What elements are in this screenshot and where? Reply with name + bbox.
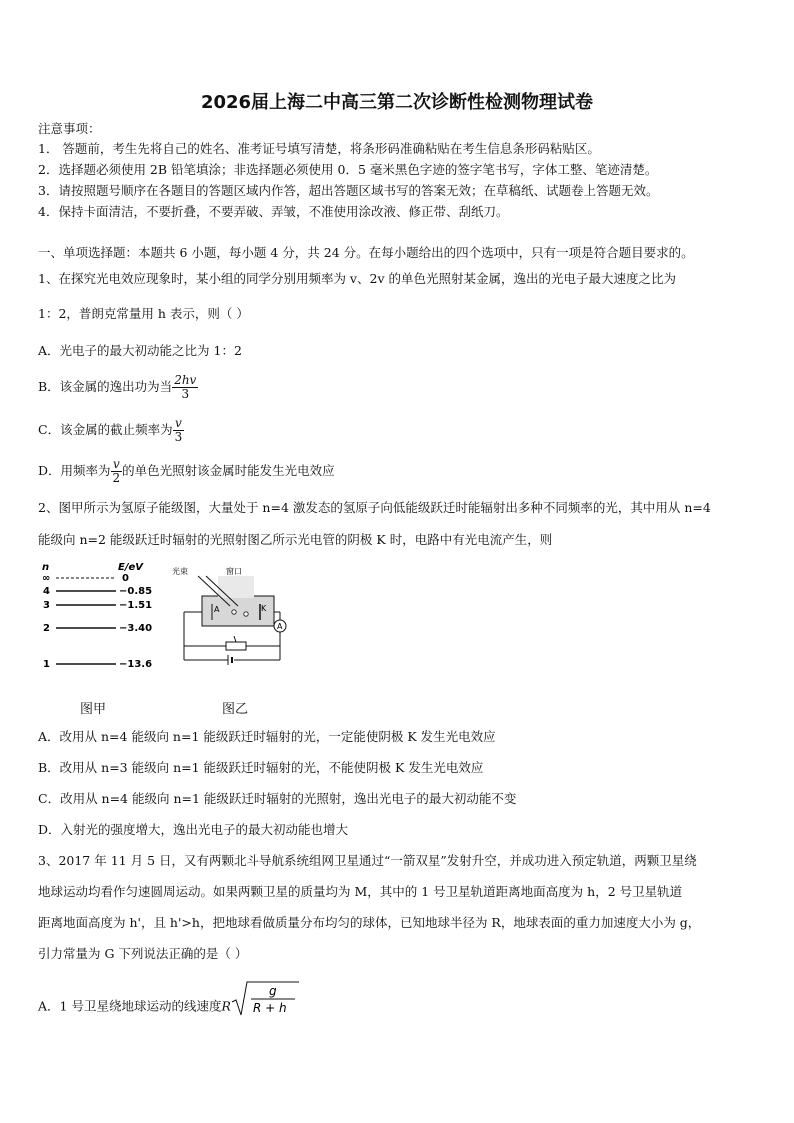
q1-option-c-text: C．该金属的截止频率为: [38, 422, 173, 437]
level-e-3: −1.51: [119, 600, 153, 611]
light-beam: [218, 576, 254, 598]
q1-option-b-numerator: 2hv: [174, 373, 197, 387]
energy-n-label: n: [42, 562, 50, 573]
q1-option-d-denominator: 2: [112, 471, 121, 485]
notice-item: 1． 答题前，考生先将自己的姓名、准考证号填写清楚，将条形码准确粘贴在考生信息条形码粘贴区。: [38, 141, 600, 156]
energy-level-diagram: [40, 560, 165, 680]
notice-item: 4．保持卡面清洁，不要折叠，不要弄破、弄皱，不准使用涂改液、修正带、刮纸刀。: [38, 204, 509, 219]
q1-option-d-fraction: [111, 458, 123, 485]
q2-stem-line2: 能级向 n=2 能级跃迁时辐射的光照射图乙所示光电管的阴极 K 时，电路中有光电流产生，则: [38, 532, 553, 547]
q2-option-b: B．改用从 n=3 能级向 n=1 能级跃迁时辐射的光，不能使阴极 K 发生光电效应: [38, 760, 484, 775]
q1-option-b: [38, 370, 198, 404]
sqrt-symbol: [231, 980, 299, 1034]
level-e-inf: 0: [122, 573, 129, 584]
notice-heading: 注意事项：: [38, 121, 101, 136]
figure-a-caption: 图甲: [80, 702, 107, 717]
notice-item: 3．请按照题号顺序在各题目的答题区域内作答，超出答题区域书写的答案无效；在草稿纸、试题卷上答题无效。: [38, 183, 659, 198]
electron-dot: [232, 610, 236, 614]
q3-stem-line1: 3、2017 年 11 月 5 日，又有两颗北斗导航系统组网卫星通过“一箭双星”发射升空，并成功进入预定轨道，两颗卫星绕: [38, 853, 697, 868]
q1-stem-line1: 1、在探究光电效应现象时，某小组的同学分别用频率为 v、2v 的单色光照射某金属，逸出的光电子最大速度之比为: [38, 271, 676, 286]
q3-option-a-numerator: g: [268, 984, 277, 998]
q1-option-c-numerator: v: [173, 417, 185, 431]
q1-option-c-denominator: 3: [174, 430, 183, 444]
rheostat-icon: [226, 642, 246, 650]
level-e-4: −0.85: [119, 586, 153, 597]
q2-option-c: C．改用从 n=4 能级向 n=1 能级跃迁时辐射的光照射，逸出光电子的最大初动能不变: [38, 791, 517, 806]
q2-option-d: D．入射光的强度增大，逸出光电子的最大初动能也增大: [38, 822, 349, 837]
notice-item: 2．选择题必须使用 2B 铅笔填涂；非选择题必须使用 0．5 毫米黑色字迹的签字笔书写，字体工整、笔迹清楚。: [38, 162, 658, 177]
level-n-2: 2: [43, 623, 50, 634]
page-title: 2026届上海二中高三第二次诊断性检测物理试卷: [200, 92, 594, 113]
level-n-1: 1: [43, 659, 50, 670]
q1-option-d-pre: D．用频率为: [38, 463, 111, 478]
q1-option-c: [38, 413, 184, 447]
rheostat-slider: [234, 636, 236, 642]
q1-option-a: A．光电子的最大初动能之比为 1：2: [38, 343, 242, 358]
q1-option-d-post: 的单色光照射该金属时能发生光电效应: [122, 463, 335, 478]
level-e-1: −13.6: [119, 659, 153, 670]
q2-option-a: A．改用从 n=4 能级向 n=1 能级跃迁时辐射的光，一定能使阴极 K 发生光电效应: [38, 729, 496, 744]
cathode-label: K: [261, 604, 267, 613]
q3-stem-line2: 地球运动均看作匀速圆周运动。如果两颗卫星的质量均为 M，其中的 1 号卫星轨道距离地面高度为 h，2 号卫星轨道: [38, 884, 683, 899]
level-n-inf: ∞: [42, 573, 51, 584]
section-heading: 一、单项选择题：本题共 6 小题，每小题 4 分，共 24 分。在每小题给出的四个选项中，只有一项是符合题目要求的。: [38, 245, 694, 260]
q3-stem-line3: 距离地面高度为 h'，且 h'>h，把地球看做质量分布均匀的球体，已知地球半径为 R，地球表面的重力加速度大小为 g，: [38, 915, 701, 930]
q3-option-a-text: A．1 号卫星绕地球运动的线速度: [38, 998, 222, 1014]
q3-option-a-radius: R: [221, 998, 231, 1014]
level-n-3: 3: [43, 600, 50, 611]
q1-option-b-denominator: 3: [181, 387, 190, 401]
q1-option-d: [38, 454, 335, 488]
q3-option-a-denominator: R + h: [252, 1001, 287, 1015]
anode-label: A: [214, 605, 220, 614]
photocell-circuit-diagram: [168, 562, 293, 680]
q3-option-a: [38, 980, 299, 1034]
window-label: 窗口: [226, 567, 242, 576]
q2-stem-line1: 2、图甲所示为氢原子能级图，大量处于 n=4 激发态的氢原子向低能级跃迁时能辐射出多种不同频率的光，其中用从 n=4: [38, 500, 711, 515]
q1-option-b-text: B．该金属的逸出功为当: [38, 379, 173, 394]
q1-option-c-fraction: [173, 417, 185, 444]
figure-b-caption: 图乙: [222, 702, 249, 717]
ammeter-label: A: [277, 622, 283, 631]
q1-option-d-numerator: v: [111, 458, 123, 472]
q1-option-b-fraction: [172, 374, 198, 401]
level-e-2: −3.40: [119, 623, 153, 634]
q3-stem-line4: 引力常量为 G 下列说法正确的是（ ）: [38, 946, 248, 961]
energy-unit-label: E/eV: [118, 562, 144, 573]
level-n-4: 4: [43, 586, 50, 597]
q1-stem-line2: 1：2，普朗克常量用 h 表示，则（ ）: [38, 306, 249, 321]
light-label: 光束: [172, 567, 188, 576]
electron-dot: [244, 612, 248, 616]
